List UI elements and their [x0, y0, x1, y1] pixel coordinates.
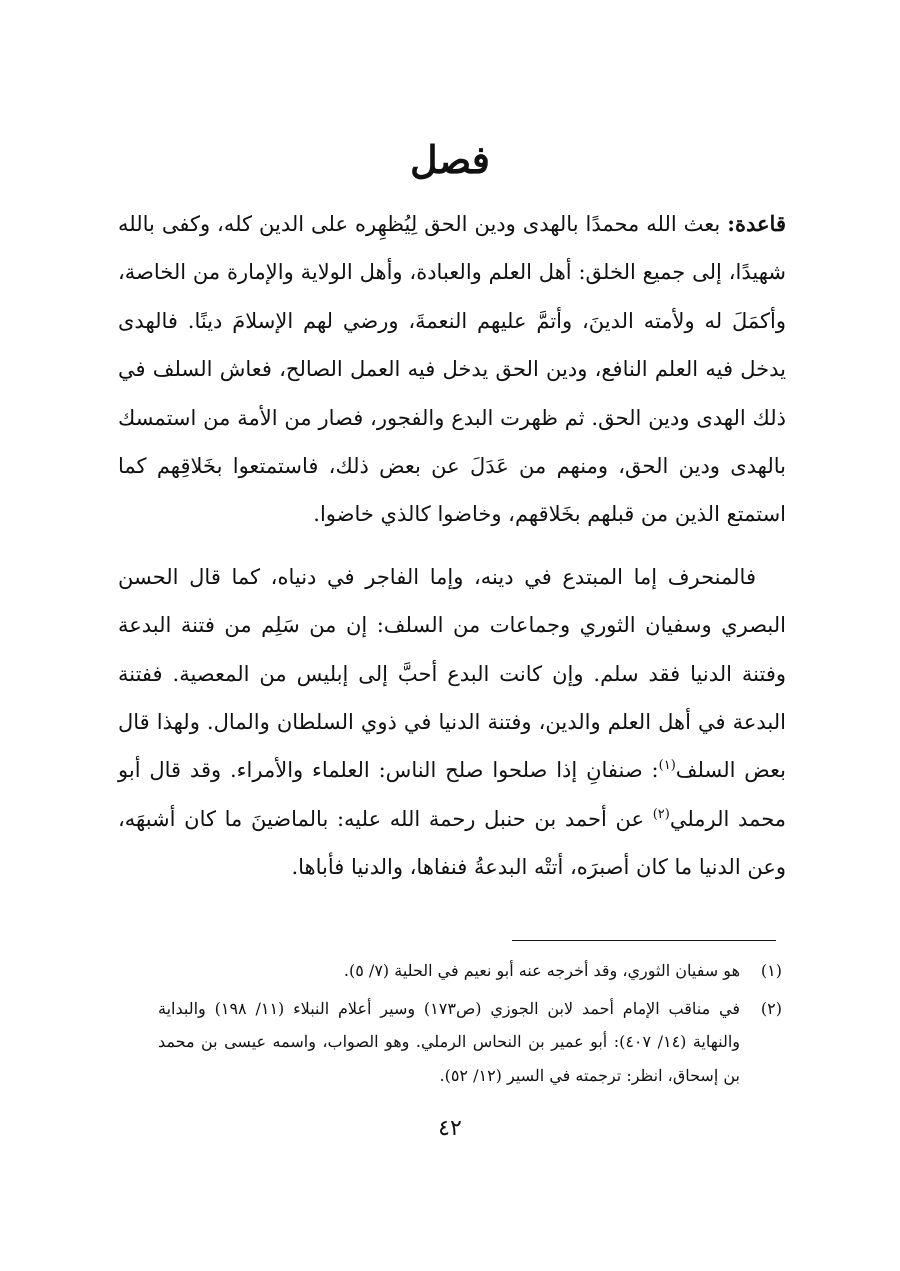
paragraph-lead-word: قاعدة:	[727, 211, 786, 236]
footnotes	[118, 954, 786, 1092]
paragraph-1-text: بعث الله محمدًا بالهدى ودين الحق لِيُظهِره على الدين كله، وكفى بالله شهيدًا، إلى جميع الخلق: أهل العلم والعبادة، وأهل الولاية والإمارة من الخاصة، وأكمَلَ له ولأمته الدينَ، وأتمَّ عليهم النعمةَ، ورضي لهم الإسلامَ دينًا. فالهدى يدخل فيه العلم النافع، ودين الحق يدخل فيه العمل الصالح، فعاش السلف في ذلك الهدى ودين الحق. ثم ظهرت البدع والفجور، فصار من الأمة من استمسك بالهدى ودين الحق، ومنهم من عَدَلَ عن بعض ذلك، فاستمتعوا بخَلاقِهم كما استمتع الذين من قبلهم بخَلاقهم، وخاضوا كالذي خاضوا.	[118, 212, 786, 527]
footnote-text: هو سفيان الثوري، وقد أخرجه عنه أبو نعيم في الحلية (٧/ ٥).	[343, 961, 740, 980]
footnote-separator	[512, 940, 776, 941]
page-number: ٤٢	[438, 1116, 462, 1141]
main-text	[118, 200, 786, 892]
footnote-number: (٢)	[760, 998, 782, 1018]
section-title: فصل	[410, 137, 490, 182]
paragraph-1	[118, 200, 786, 539]
footnote-ref-1[interactable]: (١)	[658, 758, 676, 774]
footnote-text: في مناقب الإمام أحمد لابن الجوزي (ص١٧٣) وسير أعلام النبلاء (١١/ ١٩٨) والبداية والنهاية (١٤/ ٤٠٧): أبو عمير بن النحاس الرملي. وهو الصواب، واسمه عيسى بن محمد بن إسحاق، انظر: ترجمته في السير (١٢/ ٥٢).	[158, 998, 741, 1085]
paragraph-2-text-a: فالمنحرف إما المبتدع في دينه، وإما الفاجر في دنياه، كما قال الحسن البصري وسفيان الثوري وجماعات من السلف: إن من سَلِم من فتنة البدعة وفتنة الدنيا فقد سلم. وإن كانت البدع أحبَّ إلى إبليس من المعصية. ففتنة البدعة في أهل العلم والدين، وفتنة الدنيا في ذوي السلطان والمال. ولهذا قال بعض السلف	[118, 564, 786, 783]
footnote-2	[118, 992, 786, 1093]
footnote-1	[118, 954, 786, 988]
paragraph-2	[118, 553, 786, 892]
paragraph-2-text-b: : صنفانِ إذا صلحوا صلح الناس: العلماء والأمراء. وقد قال أبو محمد الرملي	[118, 758, 786, 831]
footnote-number: (١)	[760, 961, 782, 980]
footnote-ref-2[interactable]: (٢)	[652, 806, 670, 822]
paragraph-2-text-c: عن أحمد بن حنبل رحمة الله عليه: بالماضينَ ما كان أشبهَه، وعن الدنيا ما كان أصبرَه، أتتْه البدعةُ فنفاها، والدنيا فأباها.	[118, 806, 786, 880]
